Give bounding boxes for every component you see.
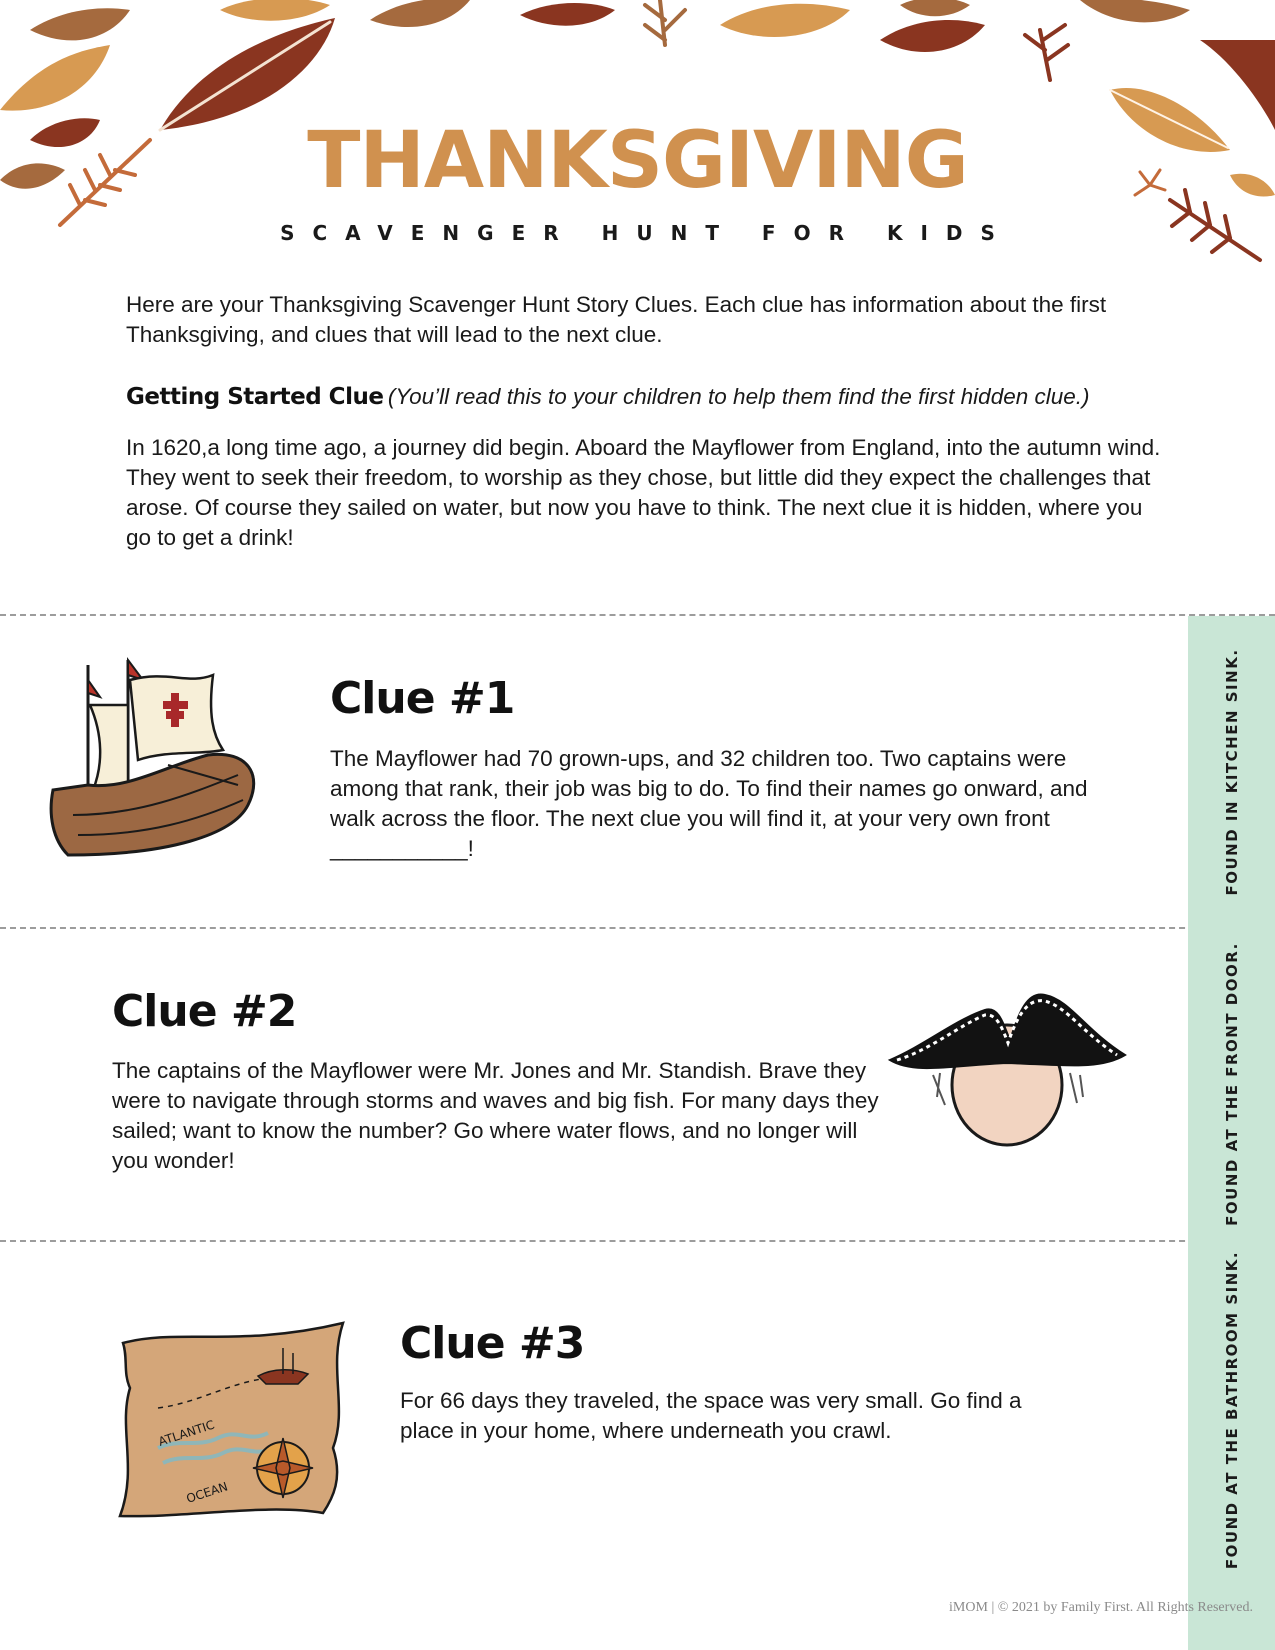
copyright-footer: iMOM | © 2021 by Family First. All Rights Reserved. [949,1600,1253,1615]
cut-line [0,614,1275,616]
page-title: THANKSGIVING [307,116,968,206]
map-label-ocean: OCEAN [184,1479,230,1506]
getting-started-note: (You’ll read this to your children to help them find the first hidden clue.) [387,384,1090,409]
leaf-icon [220,0,615,27]
getting-started-text: In 1620,a long time ago, a journey did begin. Aboard the Mayflower from England, into the autumn wind. They went to seek their freedom, to worship as they chose, but little did they expect the challenges that arose. Of course they sailed on water, but now you have to think. The next clue it is hidden, where you go to get a drink! [126,435,1161,550]
getting-started-heading: Getting Started Clue [126,384,384,410]
clue2-heading: Clue #2 [112,986,297,1037]
fern-icon [1025,25,1068,80]
clue1-text: The Mayflower had 70 grown-ups, and 32 children too. Two captains were among that rank, their job was big to do. To find their names go onward, and walk across the floor. The next clue you will find it, at your very own front ___________! [330,746,1088,861]
clue3-text: For 66 days they traveled, the space was very small. Go find a place in your home, where underneath you crawl. [400,1388,1022,1443]
page-subtitle: SCAVENGER HUNT FOR KIDS [280,221,1013,245]
leaf-icon [160,18,335,130]
fern-icon [645,0,685,45]
intro-paragraph: Here are your Thanksgiving Scavenger Hunt Story Clues. Each clue has information about the first Thanksgiving, and clues that will lead to the next clue. [126,292,1107,347]
clue1-location-label: FOUND IN KITCHEN SINK. [1223,648,1241,896]
map-label-atlantic: ATLANTIC [156,1417,217,1449]
treasure-map-icon [118,1318,350,1518]
captain-hat-icon [885,985,1130,1165]
leaf-icon [720,0,985,52]
clue3-location-label: FOUND AT THE BATHROOM SINK. [1223,1250,1241,1570]
clue3-heading: Clue #3 [400,1318,585,1369]
cut-line [0,927,1275,929]
getting-started-heading-row [126,384,1186,410]
ship-icon [48,655,268,875]
clue1-heading: Clue #1 [330,673,515,724]
clue2-location-label: FOUND AT THE FRONT DOOR. [1223,942,1241,1226]
cut-line [0,1240,1275,1242]
clue2-text: The captains of the Mayflower were Mr. Jones and Mr. Standish. Brave they were to navigate through storms and waves and big fish. For many days they sailed; want to know the number? Go where water flows, and no longer will you wonder! [112,1058,879,1173]
